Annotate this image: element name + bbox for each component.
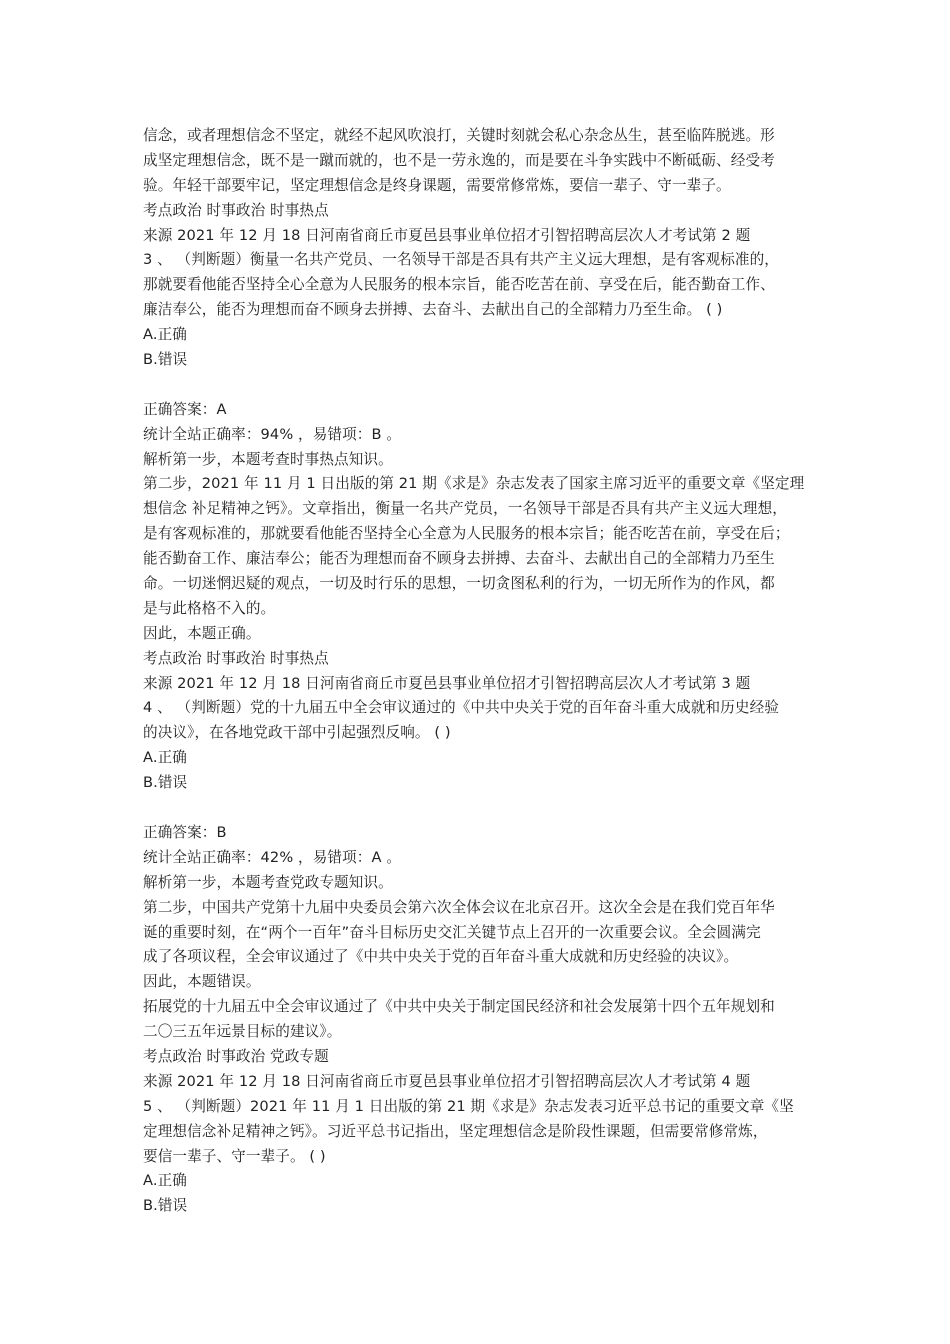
text-line: 那就要看他能否坚持全心全意为人民服务的根本宗旨，能否吃苦在前、享受在后，能否勤奋工作、	[143, 276, 775, 294]
text-line: A.正确	[143, 749, 187, 767]
text-line: 第二步，中国共产党第十九届中央委员会第六次全体会议在北京召开。这次全会是在我们党百年华	[143, 898, 775, 916]
text-line: B.错误	[143, 1197, 188, 1215]
text-line: 命。一切迷惘迟疑的观点，一切及时行乐的思想，一切贪图私利的行为，一切无所作为的作风，都	[143, 575, 775, 593]
text-line: 统计全站正确率：42% ，易错项：A 。	[143, 848, 402, 866]
text-line: 成坚定理想信念，既不是一蹴而就的，也不是一劳永逸的，而是要在斗争实践中不断砥砺、经受考	[143, 151, 775, 169]
text-line: B.错误	[143, 774, 188, 792]
blank-line	[143, 373, 823, 398]
text-line: 第二步，2021 年 11 月 1 日出版的第 21 期《求是》杂志发表了国家主席习近平的重要文章《坚定理	[143, 475, 805, 493]
text-line: 3 、 （判断题）衡量一名共产党员、一名领导干部是否具有共产主义远大理想，是有客观标准的，	[143, 251, 780, 269]
text-line: 廉洁奉公，能否为理想而奋不顾身去拼搏、去奋斗、去献出自己的全部精力乃至生命。 ( )	[143, 301, 723, 319]
text-line: 正确答案：A	[143, 400, 227, 418]
text-line: 统计全站正确率：94% ，易错项：B 。	[143, 425, 402, 443]
text-line: A.正确	[143, 326, 187, 344]
text-line: 4 、 （判断题）党的十九届五中全会审议通过的《中共中央关于党的百年奋斗重大成就和历史经验	[143, 699, 780, 717]
text-line: 成了各项议程，全会审议通过了《中共中央关于党的百年奋斗重大成就和历史经验的决议》。	[143, 948, 739, 966]
text-line: 信念，或者理想信念不坚定，就经不起风吹浪打，关键时刻就会私心杂念丛生，甚至临阵脱逃。形	[143, 127, 775, 144]
text-line: 要信一辈子、守一辈子。 ( )	[143, 1147, 326, 1165]
text-line: 的决议》，在各地党政干部中引起强烈反响。 ( )	[143, 724, 451, 742]
text-line: B.错误	[143, 351, 188, 369]
text-line: 正确答案：B	[143, 823, 227, 841]
text-line: 二〇三五年远景目标的建议》。	[143, 1023, 342, 1041]
text-line: 解析第一步，本题考查时事热点知识。	[143, 450, 393, 468]
text-line: 来源 2021 年 12 月 18 日河南省商丘市夏邑县事业单位招才引智招聘高层次人才考试第 4 题	[143, 1072, 751, 1090]
text-line: 想信念 补足精神之钙》。文章指出，衡量一名共产党员，一名领导干部是否具有共产主义远大理想，	[143, 500, 787, 518]
text-line: 是与此格格不入的。	[143, 599, 276, 617]
text-line: 定理想信念补足精神之钙》。习近平总书记指出，坚定理想信念是阶段性课题，但需要常修常炼，	[143, 1122, 768, 1140]
text-line: 5 、 （判断题）2021 年 11 月 1 日出版的第 21 期《求是》杂志发表习近平总书记的重要文章《坚	[143, 1097, 794, 1115]
text-line: 来源 2021 年 12 月 18 日河南省商丘市夏邑县事业单位招才引智招聘高层次人才考试第 2 题	[143, 226, 751, 244]
text-line: 拓展党的十九届五中全会审议通过了《中共中央关于制定国民经济和社会发展第十四个五年规划和	[143, 998, 775, 1016]
text-line: 验。年轻干部要牢记，坚定理想信念是终身课题，需要常修常炼，要信一辈子、守一辈子。	[143, 176, 731, 194]
text-line: 解析第一步，本题考查党政专题知识。	[143, 873, 393, 891]
text-line: 来源 2021 年 12 月 18 日河南省商丘市夏邑县事业单位招才引智招聘高层次人才考试第 3 题	[143, 674, 751, 692]
text-line: 能否勤奋工作、廉洁奉公；能否为理想而奋不顾身去拼搏、去奋斗、去献出自己的全部精力乃至生	[143, 550, 775, 568]
text-line: 考点政治 时事政治 党政专题	[143, 1047, 329, 1065]
text-line: 是有客观标准的，那就要看他能否坚持全心全意为人民服务的根本宗旨；能否吃苦在前，享受在后；	[143, 525, 790, 543]
document-body	[143, 124, 823, 1219]
text-line: A.正确	[143, 1172, 187, 1190]
text-line: 因此，本题错误。	[143, 973, 261, 991]
text-line: 因此，本题正确。	[143, 624, 261, 642]
text-line: 考点政治 时事政治 时事热点	[143, 201, 329, 219]
text-line: 诞的重要时刻，在“两个一百年”奋斗目标历史交汇关键节点上召开的一次重要会议。全会圆满完	[143, 923, 761, 941]
blank-line	[143, 796, 823, 821]
text-line: 考点政治 时事政治 时事热点	[143, 649, 329, 667]
